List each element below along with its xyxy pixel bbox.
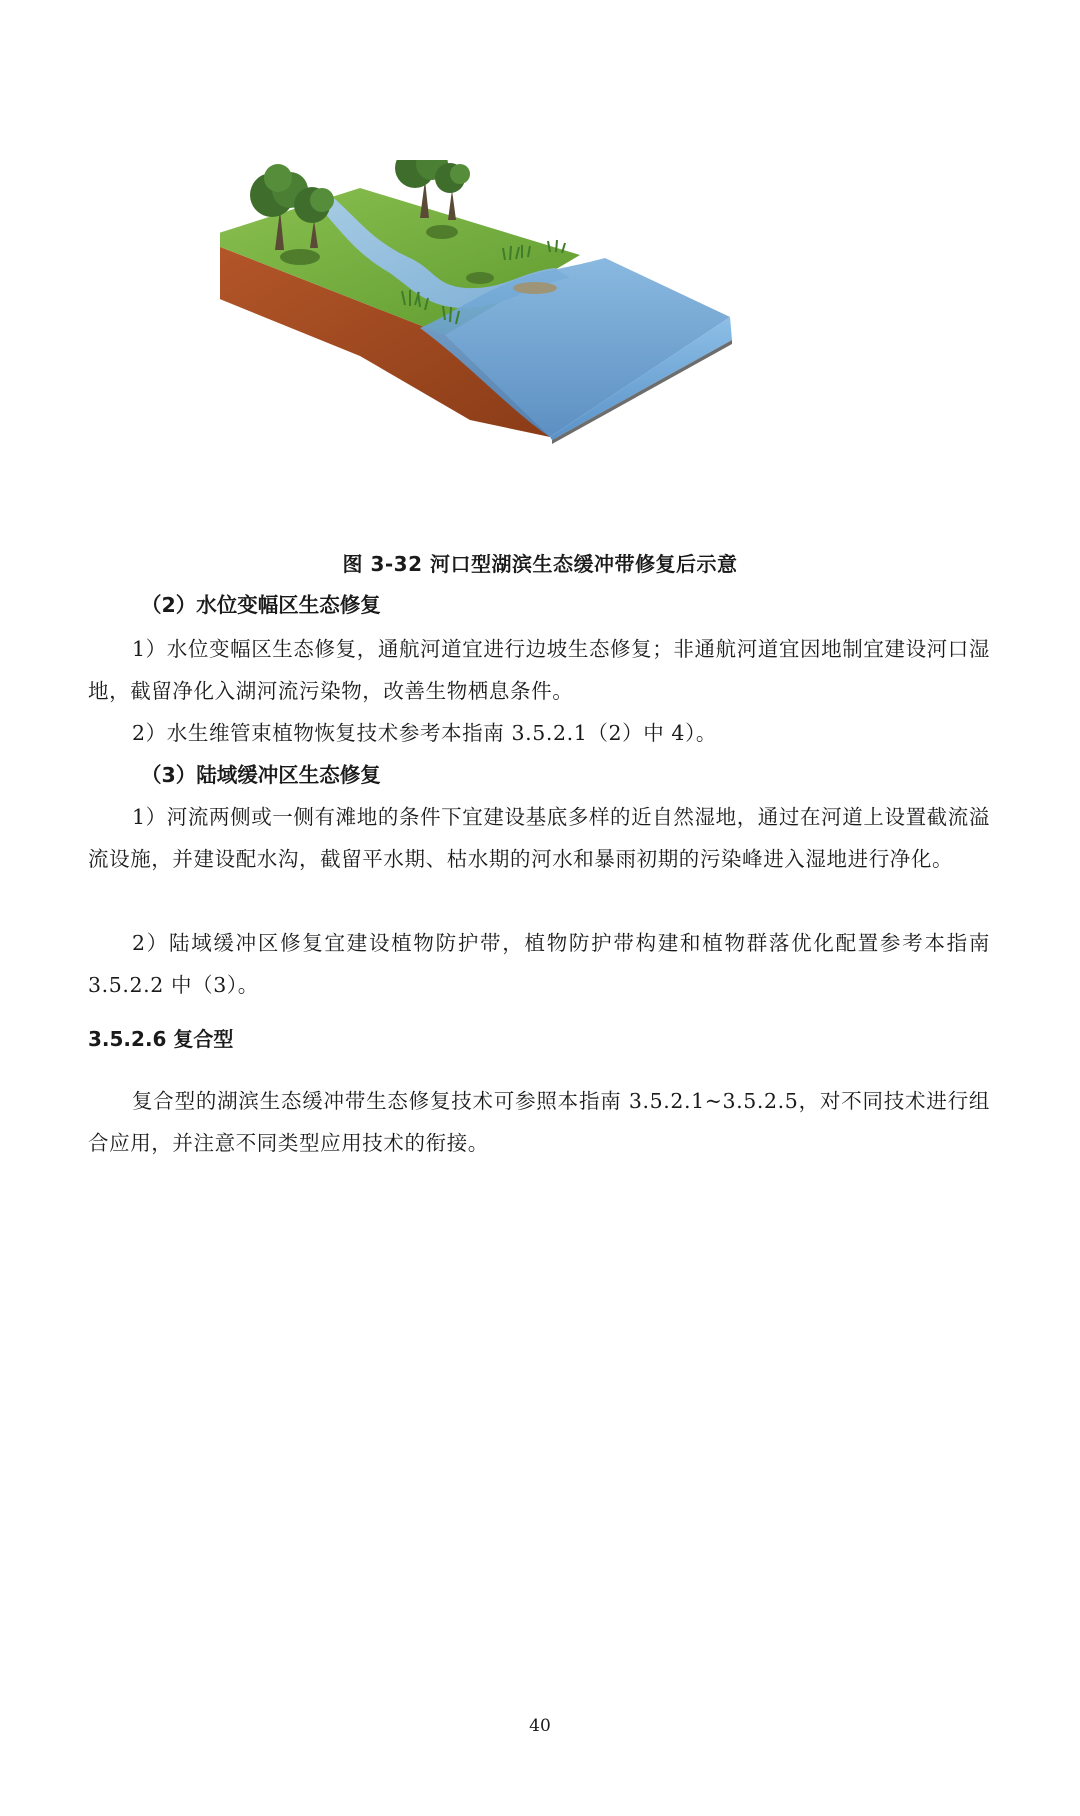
page-number: 40 bbox=[529, 1716, 551, 1736]
section-heading-land-buffer: （3）陆域缓冲区生态修复 bbox=[141, 763, 381, 787]
paragraph: 2）水生维管束植物恢复技术参考本指南 3.5.2.1（2）中 4）。 bbox=[132, 721, 718, 745]
tree-icon bbox=[435, 163, 470, 220]
paragraph: 1）河流两侧或一侧有滩地的条件下宜建设基底多样的近自然湿地，通过在河道上设置截流溢流设施，并建设配水沟，截留平水期、枯水期的河水和暴雨初期的污染峰进入湿地进行净化。 bbox=[88, 805, 990, 871]
paragraph: 1）水位变幅区生态修复，通航河道宜进行边坡生态修复；非通航河道宜因地制宜建设河口湿地，截留净化入湖河流污染物，改善生物栖息条件。 bbox=[88, 637, 990, 703]
paragraph: 复合型的湖滨生态缓冲带生态修复技术可参照本指南 3.5.2.1~3.5.2.5，对不同技术进行组合应用，并注意不同类型应用技术的衔接。 bbox=[88, 1089, 990, 1155]
section-heading-composite: 3.5.2.6 复合型 bbox=[88, 1027, 234, 1051]
island bbox=[513, 282, 557, 294]
section-heading-water-level: （2）水位变幅区生态修复 bbox=[141, 593, 381, 617]
figure-caption: 图 3-32 河口型湖滨生态缓冲带修复后示意 bbox=[342, 552, 738, 576]
estuary-buffer-diagram bbox=[220, 160, 870, 540]
paragraph: 2）陆域缓冲区修复宜建设植物防护带，植物防护带构建和植物群落优化配置参考本指南 3.5.2.2 中（3）。 bbox=[88, 931, 990, 997]
